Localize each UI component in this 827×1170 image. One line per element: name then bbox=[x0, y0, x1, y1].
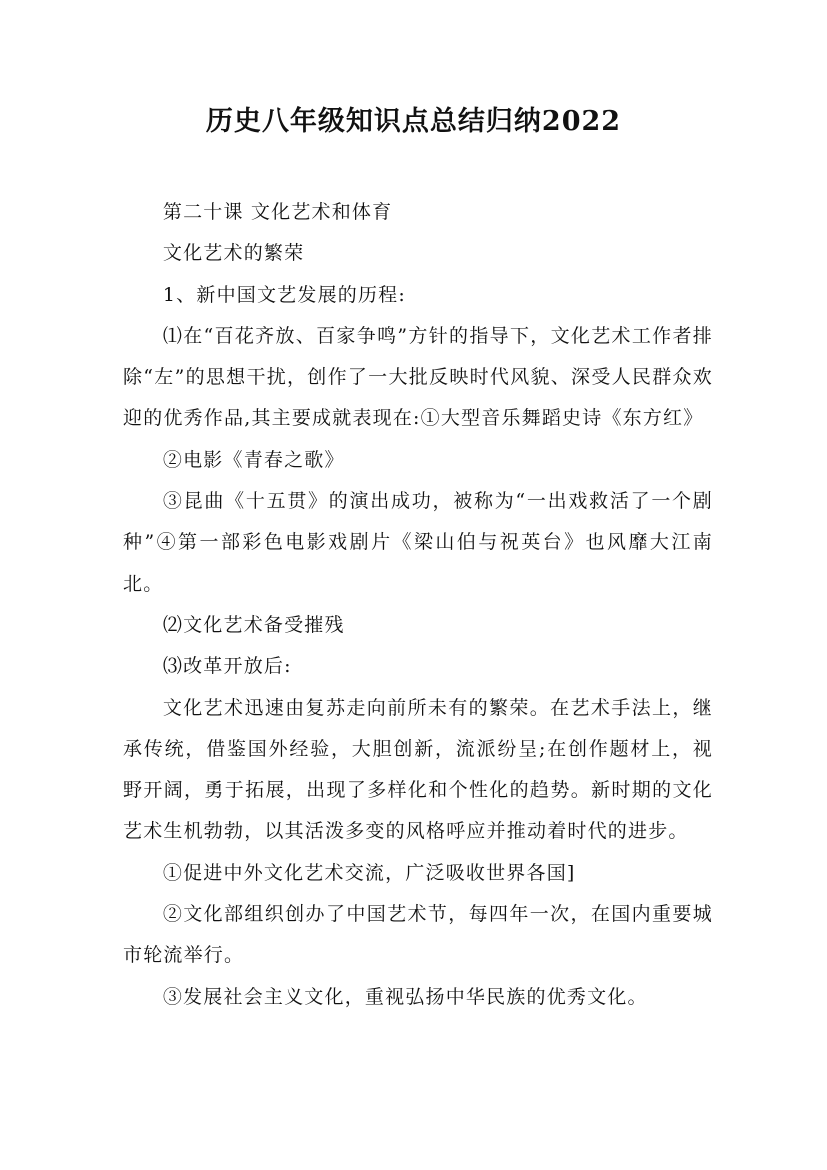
paragraph: ①促进中外文化艺术交流，广泛吸收世界各国] bbox=[162, 861, 576, 884]
paragraph: ③发展社会主义文化，重视弘扬中华民族的优秀文化。 bbox=[162, 985, 648, 1008]
document-body bbox=[123, 192, 713, 1018]
document-title: 历史八年级知识点总结归纳2022 bbox=[205, 106, 622, 137]
paragraph: ⑶改革开放后: bbox=[162, 655, 292, 678]
paragraph: ⑵文化艺术备受摧残 bbox=[162, 613, 345, 636]
paragraph: ③昆曲《十五贯》的演出成功，被称为“一出戏救活了一个剧种”④第一部彩色电影戏剧片《梁山伯与祝英台》也风靡大江南北。 bbox=[123, 490, 713, 595]
paragraph: 文化艺术迅速由复苏走向前所未有的繁荣。在艺术手法上，继承传统，借鉴国外经验，大胆创新，流派纷呈;在创作题材上，视野开阔，勇于拓展，出现了多样化和个性化的趋势。新时期的文化艺术生机勃勃，以其活泼多变的风格呼应并推动着时代的进步。 bbox=[123, 696, 713, 843]
section-heading: 文化艺术的繁荣 bbox=[162, 242, 305, 265]
point-heading: 1、新中国文艺发展的历程: bbox=[162, 283, 406, 306]
paragraph: ②电影《青春之歌》 bbox=[162, 448, 345, 471]
lesson-heading: 第二十课 文化艺术和体育 bbox=[162, 201, 393, 223]
paragraph: ⑴在“百花齐放、百家争鸣”方针的指导下，文化艺术工作者排除“左”的思想干扰，创作了一大批反映时代风貌、深受人民群众欢迎的优秀作品,其主要成就表现在:①大型音乐舞蹈史诗《东方红》 bbox=[123, 324, 713, 430]
paragraph: ②文化部组织创办了中国艺术节，每四年一次，在国内重要城市轮流举行。 bbox=[123, 903, 713, 967]
